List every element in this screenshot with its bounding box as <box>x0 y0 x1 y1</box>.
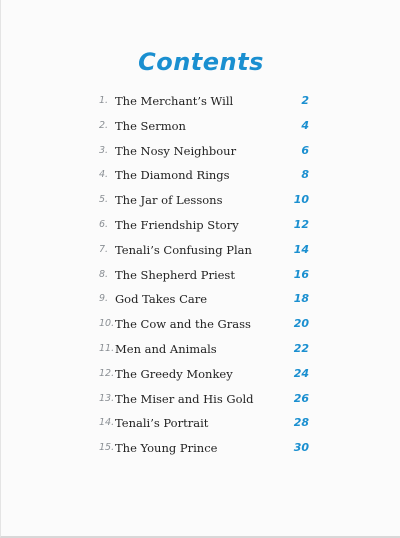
toc-entry[interactable] <box>99 411 309 436</box>
entry-number: 14. <box>99 417 115 429</box>
entry-page-number: 14 <box>293 242 309 256</box>
toc-entry[interactable] <box>99 263 309 288</box>
entry-page-number: 20 <box>293 317 309 331</box>
entry-page-number: 30 <box>293 441 309 455</box>
entry-title: The Young Prince <box>115 441 218 456</box>
entry-page-number: 16 <box>293 267 309 281</box>
toc-entry[interactable] <box>99 436 309 461</box>
toc-entry[interactable] <box>99 387 309 412</box>
toc-entry[interactable] <box>99 139 309 164</box>
toc-entry[interactable] <box>99 213 309 238</box>
entry-number: 2. <box>99 119 109 131</box>
entry-title: Men and Animals <box>115 341 217 356</box>
entry-number: 10. <box>99 318 115 330</box>
entry-page-number: 10 <box>293 193 309 207</box>
entry-number: 6. <box>99 218 109 230</box>
entry-page-number: 6 <box>301 143 309 157</box>
entry-title: Tenali’s Confusing Plan <box>115 242 252 257</box>
entry-title: Tenali’s Portrait <box>115 416 209 431</box>
entry-title: The Cow and the Grass <box>115 317 251 332</box>
entry-number: 4. <box>99 169 109 181</box>
entry-number: 9. <box>99 293 109 305</box>
entry-page-number: 2 <box>301 94 309 107</box>
entry-number: 7. <box>99 243 109 255</box>
entry-title: The Diamond Rings <box>115 168 230 183</box>
entry-number: 13. <box>99 392 115 404</box>
entry-title: The Miser and His Gold <box>115 391 254 406</box>
entry-number: 12. <box>99 367 115 379</box>
toc-entry[interactable] <box>99 238 309 263</box>
toc-entry[interactable] <box>99 188 309 213</box>
entry-title: The Friendship Story <box>115 217 239 232</box>
toc-entry[interactable] <box>99 337 309 362</box>
entry-number: 11. <box>99 342 115 354</box>
entry-page-number: 18 <box>293 292 309 306</box>
toc-entry[interactable] <box>99 312 309 337</box>
entry-title: The Merchant’s Will <box>115 94 234 108</box>
entry-number: 5. <box>99 194 109 206</box>
entry-number: 8. <box>99 268 109 280</box>
toc-entry[interactable] <box>99 114 309 139</box>
toc-entry[interactable] <box>99 163 309 188</box>
entry-page-number: 8 <box>301 168 309 182</box>
entry-title: The Shepherd Priest <box>115 267 235 282</box>
entry-page-number: 24 <box>293 366 309 380</box>
entry-page-number: 28 <box>293 416 309 430</box>
entry-title: The Greedy Monkey <box>115 366 233 381</box>
entry-page-number: 4 <box>301 118 309 132</box>
entry-number: 1. <box>99 95 109 106</box>
entry-title: The Nosy Neighbour <box>115 143 237 158</box>
entry-page-number: 22 <box>293 341 309 355</box>
entry-page-number: 12 <box>293 217 309 231</box>
entry-title: The Sermon <box>115 118 186 133</box>
toc-entry[interactable] <box>99 362 309 387</box>
toc-entry[interactable] <box>99 89 309 114</box>
toc-entry[interactable] <box>99 287 309 312</box>
entry-title: The Jar of Lessons <box>115 193 223 208</box>
table-of-contents <box>99 89 309 461</box>
page-title: Contents <box>138 48 264 76</box>
entry-number: 3. <box>99 144 109 156</box>
entry-page-number: 26 <box>293 391 309 405</box>
entry-number: 15. <box>99 442 115 454</box>
entry-title: God Takes Care <box>115 292 208 307</box>
